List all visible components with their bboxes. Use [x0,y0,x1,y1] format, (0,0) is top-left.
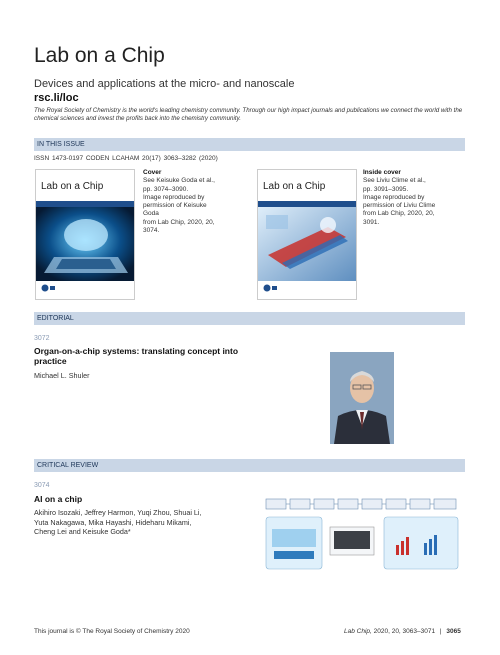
journal-title: Lab on a Chip [34,44,165,67]
toc-graphic [264,497,460,572]
cover-title: Lab on a Chip [41,181,104,192]
author-photo [330,352,394,444]
cover-caption-front [143,169,223,235]
review-authors-line: Akihiro Isozaki, Jeffrey Harmon, Yuqi Zhou, Shuai Li, [34,508,202,517]
section-editorial: EDITORIAL [34,312,465,325]
footer-citation-text: 2020, 20, 3063–3071 [371,628,436,635]
review-authors [34,508,264,537]
editorial-page-number: 3072 [34,335,50,342]
cover-image-inside[interactable] [257,169,357,300]
footer-separator: | [439,628,442,635]
brain-chip-illustration [36,207,134,281]
editorial-authors: Michael L. Shuler [34,371,90,380]
cover-image-front[interactable] [35,169,135,300]
cover-caption-line: permission of Keisuke Goda [143,202,207,218]
cover-caption-line: permission of Liviu Clime [363,202,436,210]
cover-caption-line: pp. 3074–3090. [143,185,189,193]
footer-journal: Lab Chip, [344,628,372,635]
cover-caption-line: See Keisuke Goda et al., [143,177,215,185]
portrait-illustration [330,352,394,444]
cover-caption-line: from Lab Chip, 2020, 20, [363,210,435,218]
editorial-title[interactable] [34,346,294,366]
review-authors-line: Yuta Nakagawa, Mika Hayashi, Hideharu Mikami, [34,517,192,527]
cover-caption-line: pp. 3091–3095. [363,185,409,193]
cover-caption-line: Image reproduced by [143,193,205,201]
review-title[interactable]: AI on a chip [34,494,83,504]
footer-page-number: 3065 [446,628,461,635]
cover-title: Lab on a Chip [263,181,326,192]
cover-label: Inside cover [363,169,401,176]
editorial-title-line: Organ-on-a-chip systems: translating concept into [34,346,239,356]
society-blurb: The Royal Society of Chemistry is the world's leading chemistry community. Through our high impact journals and publications we connect the world with the chemical sciences and invest the profits back into the chemistry community. [34,107,463,122]
cover-label: Cover [143,169,162,176]
section-critical-review: CRITICAL REVIEW [34,459,465,472]
cover-caption-line: 3074. [143,227,160,235]
cover-caption-inside [363,169,443,227]
rsc-logo-icon [41,284,55,292]
footer-citation [344,628,461,635]
journal-url[interactable]: rsc.li/loc [34,92,79,104]
cover-caption-line: See Liviu Clime et al., [363,177,426,185]
review-page-number: 3074 [34,482,50,489]
section-in-this-issue: IN THIS ISSUE [34,138,465,151]
cover-caption-line: from Lab Chip, 2020, 20, [143,218,215,226]
rsc-logo-icon [263,284,277,292]
cover-caption-line: 3091. [363,218,380,226]
microfluidic-illustration [258,207,356,281]
issn-line: ISSN 1473-0197 CODEN LCAHAM 20(17) 3063–3282 (2020) [34,155,218,162]
footer-copyright: This journal is © The Royal Society of Chemistry 2020 [34,628,190,635]
review-authors-line: Cheng Lei and Keisuke Goda* [34,527,131,536]
cover-caption-line: Image reproduced by [363,193,425,201]
journal-subtitle: Devices and applications at the micro- and nanoscale [34,78,295,90]
editorial-title-line: practice [34,356,67,366]
